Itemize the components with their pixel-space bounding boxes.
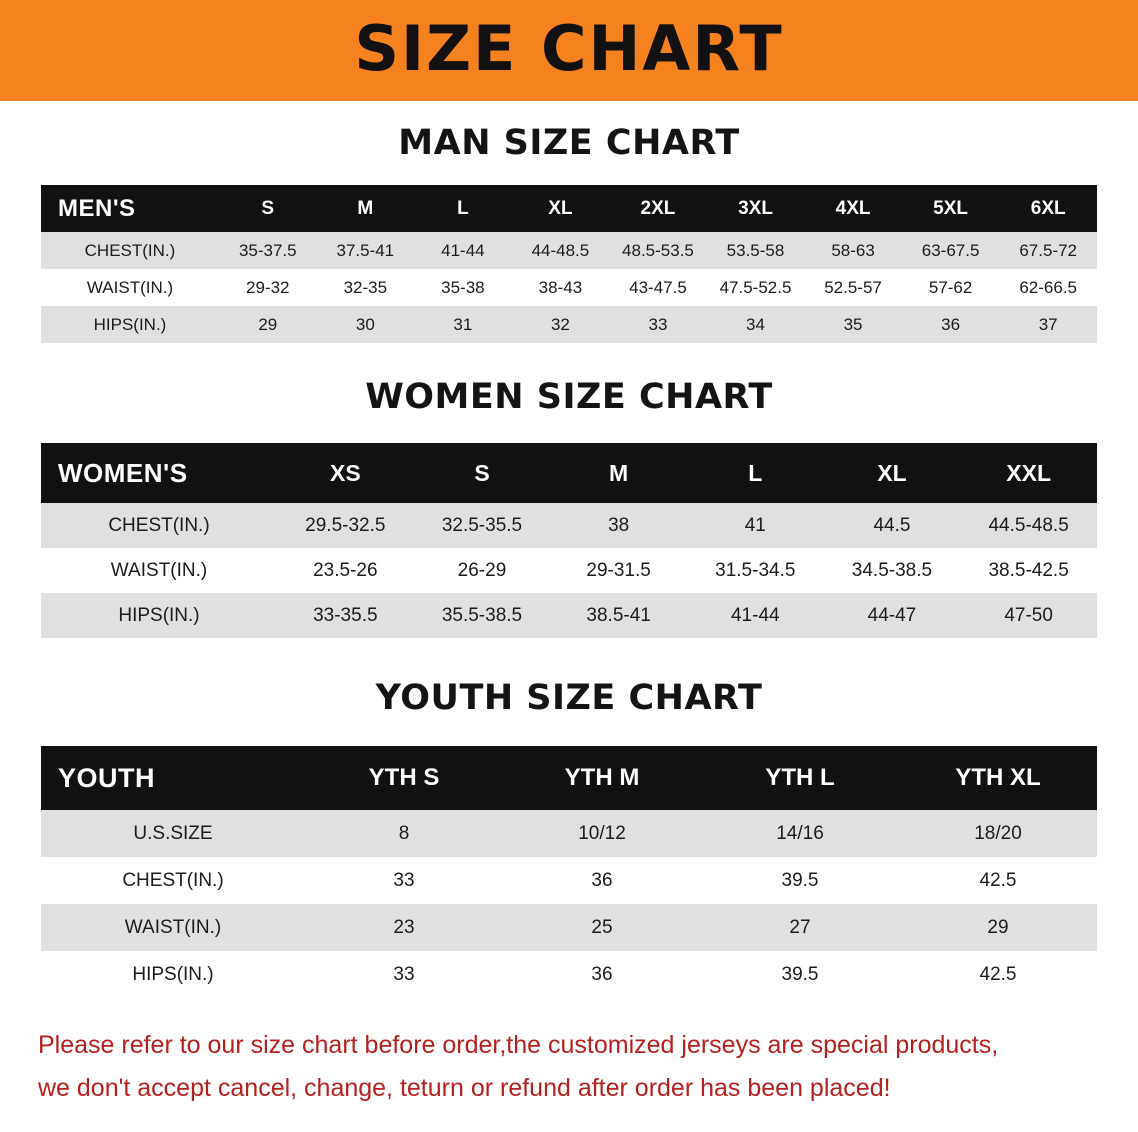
cell: 29 (219, 306, 317, 343)
man-section-title: MAN SIZE CHART (398, 123, 740, 163)
cell: 44.5 (824, 503, 961, 548)
cell: 18/20 (899, 810, 1097, 857)
cell: 32.5-35.5 (414, 503, 551, 548)
cell: 53.5-58 (707, 232, 805, 269)
cell: 38-43 (512, 269, 610, 306)
cell: 41 (687, 503, 824, 548)
table-header-row (41, 443, 1097, 503)
table-row (41, 951, 1097, 998)
cell: 38.5-42.5 (960, 548, 1097, 593)
cell: 31 (414, 306, 512, 343)
cell: 44-47 (824, 593, 961, 638)
header-cell-l: L (414, 185, 512, 232)
header-cell-5xl: 5XL (902, 185, 1000, 232)
notice-line-2: we don't accept cancel, change, teturn or refund after order has been placed! (38, 1074, 891, 1102)
row-label-hips: HIPS(IN.) (41, 951, 305, 998)
table-header-row (41, 746, 1097, 810)
cell: 35-38 (414, 269, 512, 306)
header-cell-rowlabel: WOMEN'S (41, 443, 277, 503)
cell: 42.5 (899, 857, 1097, 904)
youth-size-table (41, 746, 1097, 998)
row-label-waist: WAIST(IN.) (41, 904, 305, 951)
cell: 35.5-38.5 (414, 593, 551, 638)
cell: 35-37.5 (219, 232, 317, 269)
table-row (41, 548, 1097, 593)
cell: 44.5-48.5 (960, 503, 1097, 548)
cell: 33 (305, 857, 503, 904)
cell: 37.5-41 (317, 232, 415, 269)
cell: 41-44 (414, 232, 512, 269)
cell: 35 (804, 306, 902, 343)
header-cell-2xl: 2XL (609, 185, 707, 232)
cell: 62-66.5 (999, 269, 1097, 306)
cell: 58-63 (804, 232, 902, 269)
row-label-waist: WAIST(IN.) (41, 548, 277, 593)
table-row (41, 857, 1097, 904)
notice-text (38, 1024, 1108, 1110)
cell: 43-47.5 (609, 269, 707, 306)
row-label-hips: HIPS(IN.) (41, 593, 277, 638)
page-title: SIZE CHART (354, 11, 784, 85)
cell: 29-31.5 (550, 548, 687, 593)
cell: 38 (550, 503, 687, 548)
cell: 48.5-53.5 (609, 232, 707, 269)
cell: 32 (512, 306, 610, 343)
header-cell-xl: XL (824, 443, 961, 503)
header-cell-l: L (687, 443, 824, 503)
cell: 33 (609, 306, 707, 343)
cell: 34 (707, 306, 805, 343)
header-cell-xxl: XXL (960, 443, 1097, 503)
table-row (41, 306, 1097, 343)
cell: 52.5-57 (804, 269, 902, 306)
header-cell-xs: XS (277, 443, 414, 503)
table-row (41, 503, 1097, 548)
header-cell-yth-s: YTH S (305, 746, 503, 810)
header-cell-m: M (550, 443, 687, 503)
header-cell-3xl: 3XL (707, 185, 805, 232)
cell: 23.5-26 (277, 548, 414, 593)
cell: 27 (701, 904, 899, 951)
header-cell-rowlabel: YOUTH (41, 746, 305, 810)
table-row (41, 232, 1097, 269)
header-cell-xl: XL (512, 185, 610, 232)
cell: 44-48.5 (512, 232, 610, 269)
cell: 29 (899, 904, 1097, 951)
header-cell-s: S (219, 185, 317, 232)
cell: 33 (305, 951, 503, 998)
header-cell-6xl: 6XL (999, 185, 1097, 232)
header-cell-rowlabel: MEN'S (41, 185, 219, 232)
youth-section-title: YOUTH SIZE CHART (375, 678, 763, 718)
cell: 29-32 (219, 269, 317, 306)
table-row (41, 904, 1097, 951)
women-table-wrap (41, 443, 1097, 638)
header-cell-s: S (414, 443, 551, 503)
row-label-hips: HIPS(IN.) (41, 306, 219, 343)
table-row (41, 593, 1097, 638)
row-label-chest: CHEST(IN.) (41, 857, 305, 904)
header-cell-4xl: 4XL (804, 185, 902, 232)
row-label-us-size: U.S.SIZE (41, 810, 305, 857)
man-size-table (41, 185, 1097, 343)
notice-line-1: Please refer to our size chart before order,the customized jerseys are special products, (38, 1031, 999, 1059)
cell: 25 (503, 904, 701, 951)
cell: 33-35.5 (277, 593, 414, 638)
row-label-chest: CHEST(IN.) (41, 232, 219, 269)
women-section-title: WOMEN SIZE CHART (365, 377, 773, 417)
cell: 30 (317, 306, 415, 343)
header-cell-yth-xl: YTH XL (899, 746, 1097, 810)
cell: 41-44 (687, 593, 824, 638)
man-table-wrap (41, 185, 1097, 343)
cell: 36 (902, 306, 1000, 343)
cell: 38.5-41 (550, 593, 687, 638)
cell: 26-29 (414, 548, 551, 593)
cell: 47.5-52.5 (707, 269, 805, 306)
cell: 47-50 (960, 593, 1097, 638)
header-cell-yth-l: YTH L (701, 746, 899, 810)
cell: 36 (503, 857, 701, 904)
cell: 31.5-34.5 (687, 548, 824, 593)
header-cell-yth-m: YTH M (503, 746, 701, 810)
cell: 10/12 (503, 810, 701, 857)
cell: 39.5 (701, 857, 899, 904)
row-label-waist: WAIST(IN.) (41, 269, 219, 306)
cell: 14/16 (701, 810, 899, 857)
cell: 34.5-38.5 (824, 548, 961, 593)
cell: 63-67.5 (902, 232, 1000, 269)
row-label-chest: CHEST(IN.) (41, 503, 277, 548)
cell: 8 (305, 810, 503, 857)
table-header-row (41, 185, 1097, 232)
cell: 67.5-72 (999, 232, 1097, 269)
women-size-table (41, 443, 1097, 638)
cell: 42.5 (899, 951, 1097, 998)
youth-table-wrap (41, 746, 1097, 998)
cell: 39.5 (701, 951, 899, 998)
banner (0, 0, 1138, 101)
cell: 32-35 (317, 269, 415, 306)
header-cell-m: M (317, 185, 415, 232)
table-row (41, 810, 1097, 857)
cell: 37 (999, 306, 1097, 343)
cell: 29.5-32.5 (277, 503, 414, 548)
cell: 23 (305, 904, 503, 951)
cell: 36 (503, 951, 701, 998)
cell: 57-62 (902, 269, 1000, 306)
table-row (41, 269, 1097, 306)
